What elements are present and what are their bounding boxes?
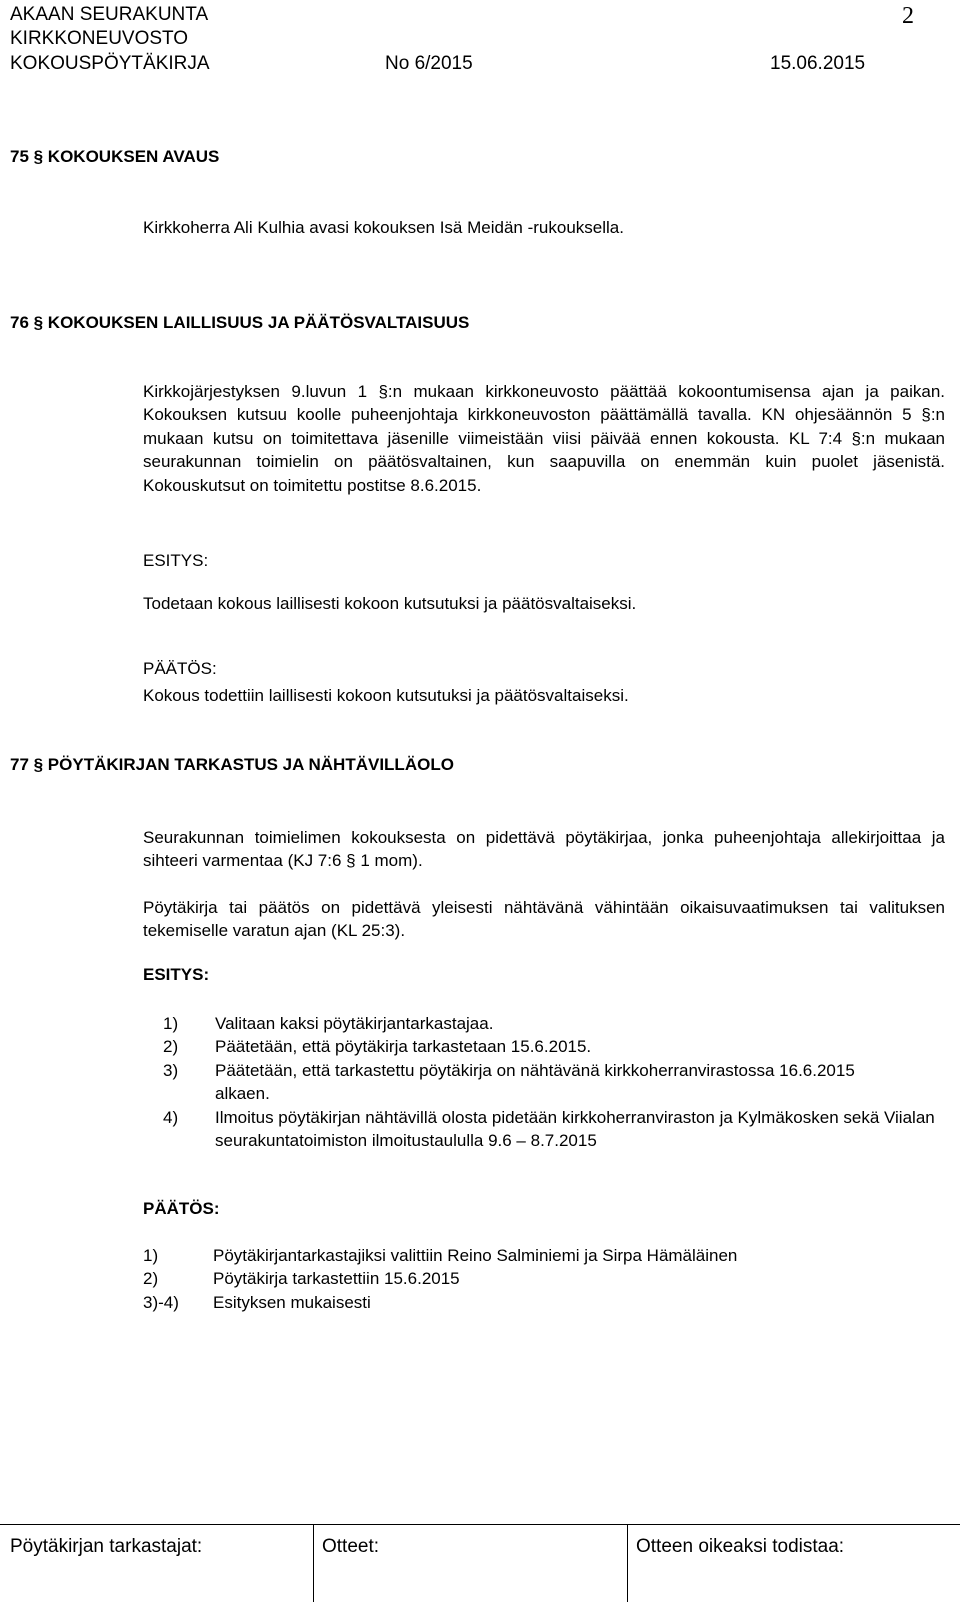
- section-77-paatos-label: PÄÄTÖS:: [143, 1199, 220, 1218]
- section-76-title: 76 § KOKOUKSEN LAILLISUUS JA PÄÄTÖSVALTAISUUS: [10, 313, 470, 332]
- org-body: KIRKKONEUVOSTO: [10, 28, 189, 49]
- doc-type: KOKOUSPÖYTÄKIRJA: [10, 53, 210, 74]
- section-76-paatos-label: PÄÄTÖS:: [143, 659, 217, 678]
- page-number: 2: [902, 3, 914, 29]
- section-77-esitys-label: ESITYS:: [143, 965, 210, 984]
- section-75-title: 75 § KOKOUKSEN AVAUS: [10, 147, 220, 166]
- list-item: 3) Päätetään, että tarkastettu pöytäkirja on nähtävänä kirkkoherranvirastossa 16.6.2015 alkaen.: [163, 1060, 855, 1104]
- doc-date: 15.06.2015: [770, 53, 866, 74]
- list-item: 3)-4) Esityksen mukaisesti: [143, 1292, 371, 1312]
- section-77-paatos-list: [143, 1244, 945, 1314]
- section-76-text: Kirkkojärjestyksen 9.luvun 1 §:n mukaan kirkkoneuvosto päättää kokoontumisensa ajan ja paikan. Kokouksen kutsuu koolle puheenjohtaja kirkkoneuvoston päättämällä tavalla. KN ohjesäännön 5 §:n mukaan kutsu on toimitettava jäsenille viimeistään viisi päivää ennen kokousta. KL 7:4 §:n mukaan seurakunnan toimielin on päätösvaltainen, kun saapuvilla on enemmän kuin puolet jäsenistä. Kokouskutsut on toimitettu postitse 8.6.2015.: [143, 382, 945, 495]
- list-item: 1) Pöytäkirjantarkastajiksi valittiin Reino Salminiemi ja Sirpa Hämäläinen: [143, 1246, 738, 1265]
- footer: [0, 1524, 960, 1602]
- footer-certified: Otteen oikeaksi todistaa:: [636, 1536, 845, 1557]
- footer-reviewers: Pöytäkirjan tarkastajat:: [10, 1536, 203, 1557]
- section-77-text-2: Pöytäkirja tai päätös on pidettävä yleisesti nähtävänä vähintään oikaisuvaatimuksen tai valituksen tekemiselle varatun ajan (KL 25:3).: [143, 898, 945, 941]
- doc-number: No 6/2015: [385, 53, 473, 74]
- list-item: 2) Pöytäkirja tarkastettiin 15.6.2015: [143, 1269, 460, 1289]
- list-item: 2) Päätetään, että pöytäkirja tarkastetaan 15.6.2015.: [163, 1037, 592, 1057]
- section-76-esitys-text: Todetaan kokous laillisesti kokoon kutsutuksi ja päätösvaltaiseksi.: [143, 594, 637, 613]
- section-76-esitys-label: ESITYS:: [143, 551, 209, 570]
- list-item: 1) Valitaan kaksi pöytäkirjantarkastajaa.: [163, 1014, 494, 1033]
- footer-divider: [313, 1525, 314, 1602]
- section-77-esitys-list: [143, 1012, 945, 1152]
- footer-divider: [627, 1525, 628, 1602]
- section-76-paatos-text: Kokous todettiin laillisesti kokoon kutsutuksi ja päätösvaltaiseksi.: [143, 686, 629, 705]
- org-name: AKAAN SEURAKUNTA: [10, 4, 209, 25]
- section-77-text-1: Seurakunnan toimielimen kokouksesta on pidettävä pöytäkirjaa, jonka puheenjohtaja allekirjoittaa ja sihteeri varmentaa (KJ 7:6 § 1 mom).: [143, 828, 945, 871]
- list-item: 4) Ilmoitus pöytäkirjan nähtävillä olosta pidetään kirkkoherranviraston ja Kylmäkosken sekä Viialan seurakuntatoimiston ilmoitustaululla 9.6 – 8.7.2015: [163, 1107, 935, 1151]
- footer-extracts: Otteet:: [322, 1536, 380, 1557]
- section-75-text: Kirkkoherra Ali Kulhia avasi kokouksen Isä Meidän -rukouksella.: [143, 218, 624, 237]
- section-77-title: 77 § PÖYTÄKIRJAN TARKASTUS JA NÄHTÄVILLÄOLO: [10, 755, 454, 774]
